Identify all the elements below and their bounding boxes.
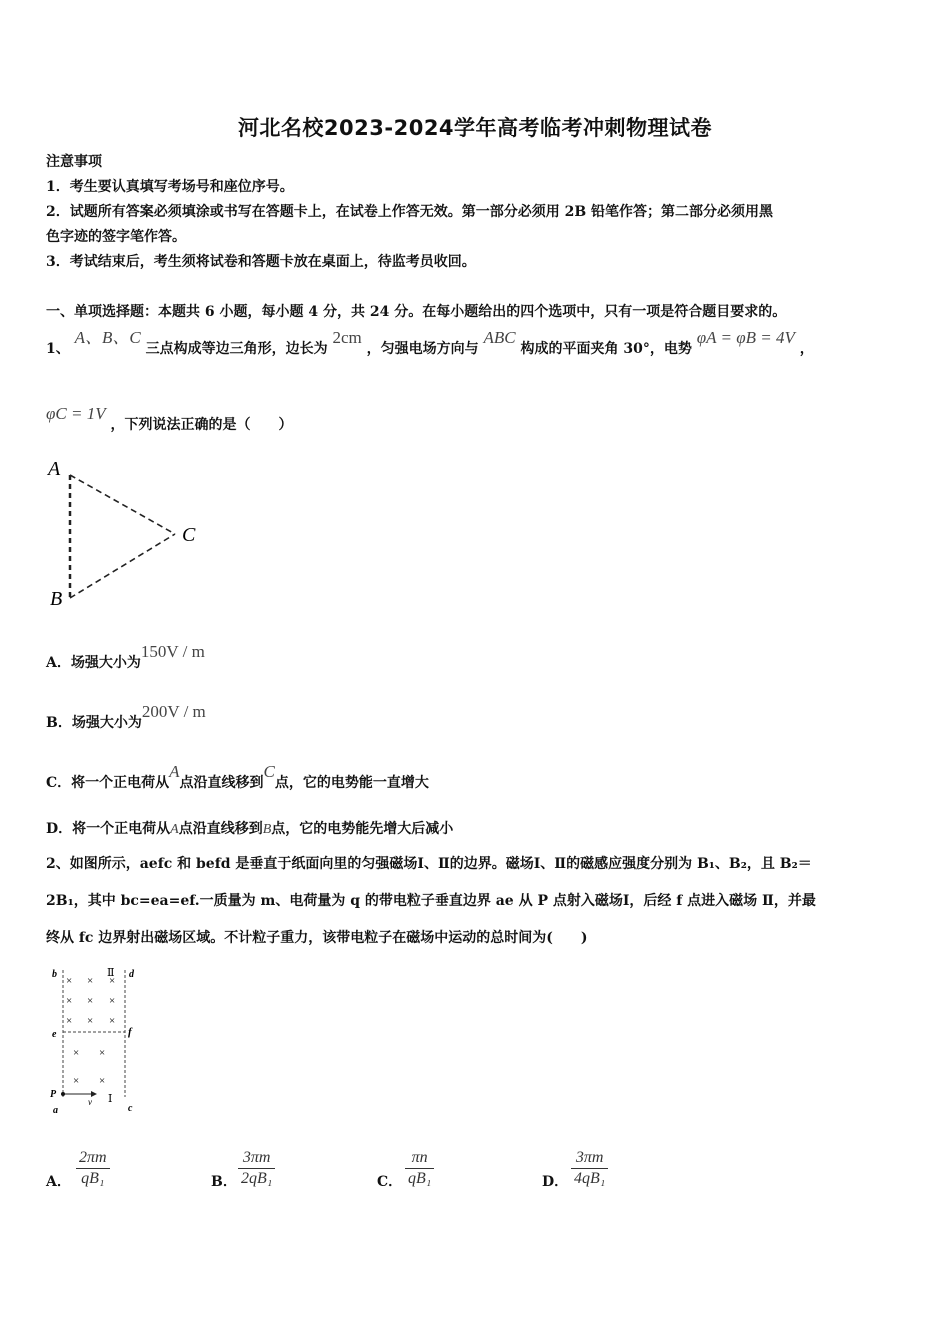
q1-option-c-text-1: C．将一个正电荷从 (46, 775, 170, 791)
q1-option-a (46, 642, 205, 673)
q1-comma: ， (799, 341, 814, 357)
field-cross: × (109, 975, 116, 987)
q2-option-c-fraction (405, 1148, 434, 1189)
triangle-figure (40, 450, 220, 615)
q1-option-b-label: B．场强大小为 (46, 715, 142, 731)
notice-item-2-cont: 色字迹的签字笔作答。 (46, 229, 186, 245)
question-2-line-1: 2、如图所示，aefc 和 befd 是垂直于纸面向里的匀强磁场Ⅰ、Ⅱ的边界。磁场Ⅰ、Ⅱ的磁感应强度分别为 B₁、B₂，且 B₂＝ (46, 856, 812, 872)
field-cross: × (109, 1015, 116, 1027)
q2-option-a-label: A． (46, 1174, 71, 1190)
field-cross: × (87, 1015, 94, 1027)
q1-potential-ab: φA = φB = 4V (696, 328, 795, 347)
label-c: c (128, 1103, 133, 1114)
point-p-dot (61, 1092, 65, 1096)
label-p: P (50, 1089, 57, 1100)
field-cross: × (87, 995, 94, 1007)
q1-option-d-var-1: A (170, 822, 179, 837)
q1-text-3: 构成的平面夹角 30°，电势 (520, 341, 692, 357)
q2-option-b-numerator: 3πm (238, 1148, 275, 1169)
q1-option-d-text-1: D．将一个正电荷从 (46, 821, 171, 837)
label-f: f (128, 1026, 132, 1038)
q1-text-1: 三点构成等边三角形，边长为 (145, 341, 328, 357)
notice-item-3: 3．考试结束后，考生须将试卷和答题卡放在桌面上，待监考员收回。 (46, 254, 476, 270)
notice-item-2: 2．试题所有答案必须填涂或书写在答题卡上，在试卷上作答无效。第一部分必须用 2B 铅笔作答；第二部分必须用黑 (46, 204, 774, 220)
exam-title: 河北名校2023-2024学年高考临考冲刺物理试卷 (237, 116, 713, 140)
q1-option-a-value: 150V / m (140, 642, 205, 661)
q1-points: A、B、C (74, 328, 141, 347)
q1-option-a-label: A．场强大小为 (46, 655, 141, 671)
vertex-a-label: A (48, 458, 61, 480)
q1-option-c-var-2: C (263, 762, 275, 781)
label-v: v (88, 1097, 92, 1107)
q1-option-d-var-2: B (262, 822, 272, 837)
q2-option-d-label: D． (542, 1174, 569, 1190)
q2-option-a-fraction (76, 1148, 110, 1189)
section-1-heading: 一、单项选择题：本题共 6 小题，每小题 4 分，共 24 分。在每小题给出的四个选项中，只有一项是符合题目要求的。 (46, 304, 787, 320)
q2-option-c-denominator: qB₁ (408, 1170, 432, 1187)
q1-option-c-text-2: 点沿直线移到 (179, 775, 264, 791)
q1-plane-abc: ABC (483, 328, 516, 347)
field-cross: × (66, 1015, 73, 1027)
q2-option-b-denominator: 2qB₁ (241, 1170, 273, 1187)
q2-option-d-denominator: 4qB₁ (574, 1170, 606, 1187)
vertex-b-label: B (50, 588, 63, 610)
q2-option-b-label: B． (211, 1174, 237, 1190)
field-cross: × (66, 975, 73, 987)
q1-option-c (46, 762, 429, 793)
q1-text-2: ，匀强电场方向与 (366, 341, 479, 357)
question-1-line-2 (46, 404, 293, 435)
magnetic-field-figure (45, 962, 155, 1122)
q2-option-a-numerator: 2πm (76, 1148, 110, 1169)
q1-option-b-value: 200V / m (141, 702, 206, 721)
label-a: a (53, 1105, 58, 1116)
q2-option-a-denominator: qB₁ (81, 1170, 105, 1187)
q1-option-c-text-3: 点，它的电势能一直增大 (274, 775, 429, 791)
q1-option-d-text-3: 点，它的电势能先增大后减小 (271, 821, 454, 837)
side-ac (70, 475, 175, 534)
q2-option-d-fraction (571, 1148, 608, 1189)
label-region-1: Ⅰ (108, 1093, 113, 1105)
q1-side-length: 2cm (332, 328, 362, 347)
q1-option-d (46, 819, 453, 840)
q2-option-d-numerator: 3πm (571, 1148, 608, 1169)
label-d: d (129, 969, 134, 980)
vertex-c-label: C (182, 524, 196, 546)
label-e: e (52, 1029, 57, 1040)
field-cross: × (66, 995, 73, 1007)
question-2-line-2: 2B₁，其中 bc=ea=ef.一质量为 m、电荷量为 q 的带电粒子垂直边界 ae 从 P 点射入磁场Ⅰ，后经 f 点进入磁场 Ⅱ，并最 (46, 893, 816, 909)
side-bc (70, 534, 175, 598)
question-1-line-1 (46, 328, 814, 359)
question-2-line-3: 终从 fc 边界射出磁场区域。不计粒子重力，该带电粒子在磁场中运动的总时间为( ) (46, 930, 588, 946)
q1-option-d-text-2: 点沿直线移到 (178, 821, 263, 837)
q2-option-c-numerator: πn (405, 1148, 434, 1169)
field-cross: × (99, 1075, 106, 1087)
notice-heading: 注意事项 (46, 154, 102, 170)
q1-number: 1、 (46, 341, 70, 357)
q2-option-b-fraction (238, 1148, 275, 1189)
q1-option-b (46, 702, 206, 733)
q1-potential-c: φC = 1V (46, 404, 106, 423)
label-b: b (52, 969, 57, 980)
field-cross: × (109, 995, 116, 1007)
label-region-2: Ⅱ (107, 967, 115, 979)
field-cross: × (73, 1075, 80, 1087)
q2-option-c-label: C． (377, 1174, 403, 1190)
field-cross: × (99, 1047, 106, 1059)
q1-text-4: ，下列说法正确的是（ ） (110, 417, 293, 433)
field-cross: × (87, 975, 94, 987)
notice-item-1: 1．考生要认真填写考场号和座位序号。 (46, 179, 294, 195)
field-cross: × (73, 1047, 80, 1059)
q1-option-c-var-1: A (169, 762, 180, 781)
